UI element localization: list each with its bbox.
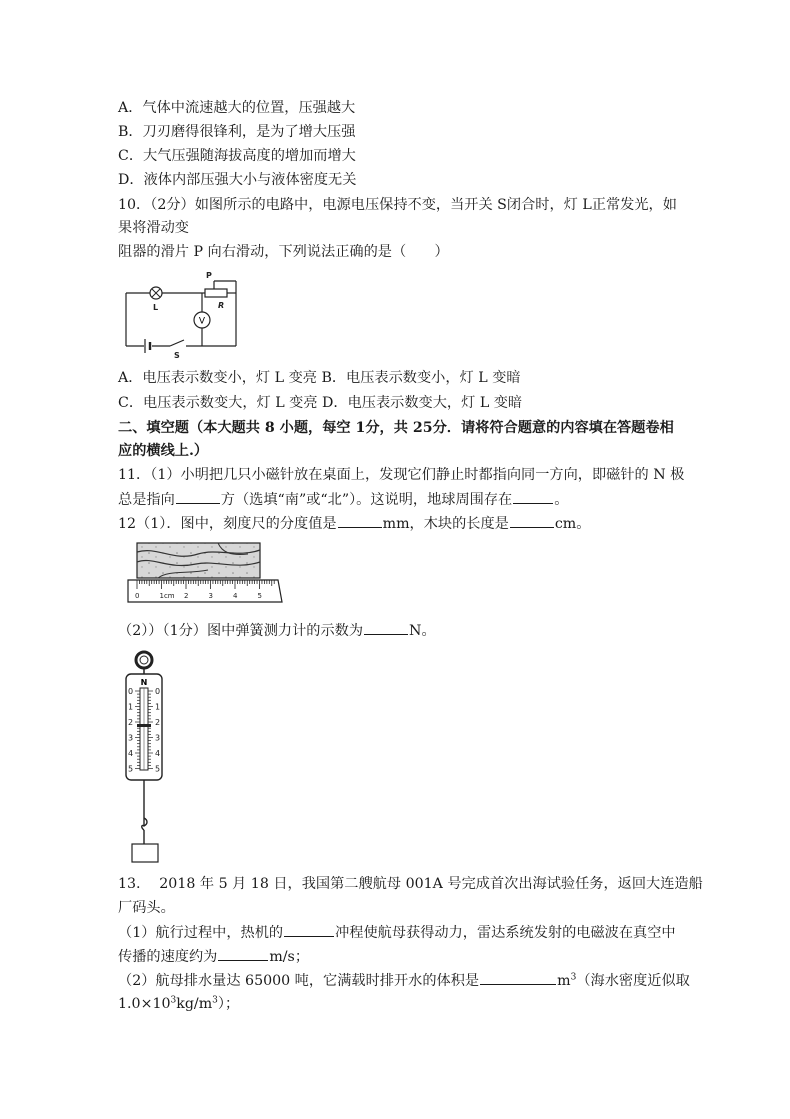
q13-line2: 厂码头。	[118, 900, 175, 916]
q13-p2-line2-text-a: 1.0×10	[118, 996, 171, 1012]
scale-label: 0	[155, 687, 161, 696]
q13-part2	[118, 970, 690, 991]
q10-stem-line2: 果将滑动变	[118, 220, 189, 236]
q13-p2-text-b: m	[557, 973, 571, 989]
scale-ring	[136, 652, 152, 668]
q13-blank-2[interactable]	[218, 946, 268, 961]
voltmeter-label: V	[198, 316, 206, 327]
scale-label: 5	[155, 764, 161, 774]
q12-part1	[118, 513, 590, 534]
scale-label: 2	[155, 718, 161, 727]
rheostat-label-r: R	[218, 301, 225, 310]
slider-label-p: P	[206, 271, 212, 280]
q13-p2-text-c: （海水密度近似取	[576, 973, 690, 989]
q9-option-d: D．液体内部压强大小与液体密度无关	[118, 172, 357, 188]
voltmeter-symbol	[194, 312, 210, 328]
q11-text-c: 。	[554, 492, 569, 508]
q12-text-a: 12（1）．图中，刻度尺的分度值是	[118, 516, 337, 532]
q13-p2-line2-text-c: ）；	[217, 996, 240, 1012]
ruler-label: 4	[233, 592, 238, 600]
ruler-label: 5	[257, 592, 262, 600]
q13-blank-1[interactable]	[284, 922, 334, 937]
scale-label: 3	[155, 733, 161, 743]
lamp-symbol	[150, 287, 162, 299]
ruler-figure	[118, 540, 286, 608]
scale-label: 4	[155, 749, 161, 758]
scale-label: 3	[128, 733, 134, 743]
scale-label: 5	[128, 764, 134, 774]
q10-options-row1: A．电压表示数变小，灯 L 变亮 B．电压表示数变小，灯 L 变暗	[118, 370, 521, 386]
q10-options-row2: C．电压表示数变大，灯 L 变亮 D．电压表示数变大，灯 L 变暗	[118, 395, 523, 411]
q13-part2-line2	[118, 994, 239, 1014]
scale-label: 4	[128, 749, 134, 758]
scale-label: 1	[155, 702, 161, 712]
q13-p1-text-a: （1）航行过程中，热机的	[118, 925, 284, 941]
scale-label: 0	[128, 687, 134, 696]
q9-option-c: C．大气压强随海拔高度的增加而增大	[118, 148, 356, 164]
q9-option-a: A．气体中流速越大的位置，压强越大	[118, 100, 356, 116]
q13-p1-line2-text-b: m/s；	[269, 949, 310, 965]
wood-block	[137, 543, 260, 578]
ruler	[128, 580, 282, 602]
section2-heading-line1: 二、填空题（本大题共 8 小题，每空 1分，共 25分．请将符合题意的内容填在答题卷相	[118, 420, 674, 436]
lamp-label-l: L	[153, 303, 159, 312]
q12-part2-text-a: （2））（1分）图中弹簧测力计的示数为	[118, 623, 364, 639]
ruler-label: 0	[135, 592, 140, 600]
scale-label: 1	[128, 702, 134, 712]
ruler-label: 2	[184, 592, 189, 600]
ruler-label: 3	[208, 592, 213, 600]
q13-p2-line2-sup2: 3	[212, 995, 218, 1006]
q11-line2	[118, 489, 568, 510]
q12-part2	[118, 620, 436, 641]
q11-blank-1[interactable]	[176, 489, 220, 504]
q12-part2-text-b: N。	[409, 623, 436, 639]
q10-stem-line1: 10．（2分）如图所示的电路中，电源电压保持不变，当开关 S闭合时，灯 L正常发光，如	[118, 197, 677, 213]
scale-unit-label: N	[140, 678, 148, 687]
weight-block	[132, 844, 158, 862]
q13-p2-line2-sup1: 3	[170, 995, 177, 1006]
scale-label: 2	[128, 718, 134, 727]
spring-scale-figure	[118, 648, 178, 868]
switch-label-s: S	[174, 351, 180, 360]
section2-heading-line2: 应的横线上.）	[118, 443, 209, 459]
q13-p1-text-b: 冲程使航母获得动力，雷达系统发射的电磁波在真空中	[335, 925, 676, 941]
q13-line1: 13. 2018 年 5 月 18 日，我国第二艘航母 001A 号完成首次出海试验任务，返回大连造船	[118, 876, 703, 892]
q10-stem-line3: 阻器的滑片 P 向右滑动，下列说法正确的是（ ）	[118, 244, 449, 260]
q13-part1-line2	[118, 946, 309, 967]
q11-line1: 11．（1）小明把几只小磁针放在桌面上，发现它们静止时都指向同一方向，即磁针的 N 极	[118, 467, 685, 483]
q11-blank-2[interactable]	[513, 489, 553, 504]
q11-text-a: 总是指向	[118, 492, 175, 508]
ruler-label: 1cm	[159, 592, 175, 600]
circuit-diagram	[118, 268, 248, 360]
q13-part1	[118, 922, 676, 943]
q13-p1-line2-text-a: 传播的速度约为	[118, 949, 218, 965]
q12-text-b: mm，木块的长度是	[382, 516, 509, 532]
q11-text-b: 方（选填“南”或“北”）。这说明，地球周围存在	[220, 492, 513, 508]
battery-symbol	[145, 339, 150, 353]
q13-p2-line2-text-b: kg/m	[176, 996, 213, 1012]
q12-blank-3[interactable]	[364, 620, 408, 635]
q13-p2-sup: 3	[570, 972, 577, 983]
q13-blank-3[interactable]	[480, 970, 556, 985]
q12-blank-1[interactable]	[338, 513, 382, 528]
scale-pointer	[137, 724, 151, 727]
q12-blank-2[interactable]	[510, 513, 554, 528]
q9-option-b: B．刀刃磨得很锋利，是为了增大压强	[118, 124, 356, 140]
q13-p2-text-a: （2）航母排水量达 65000 吨，它满载时排开水的体积是	[118, 973, 480, 989]
q12-text-c: cm。	[554, 516, 591, 532]
